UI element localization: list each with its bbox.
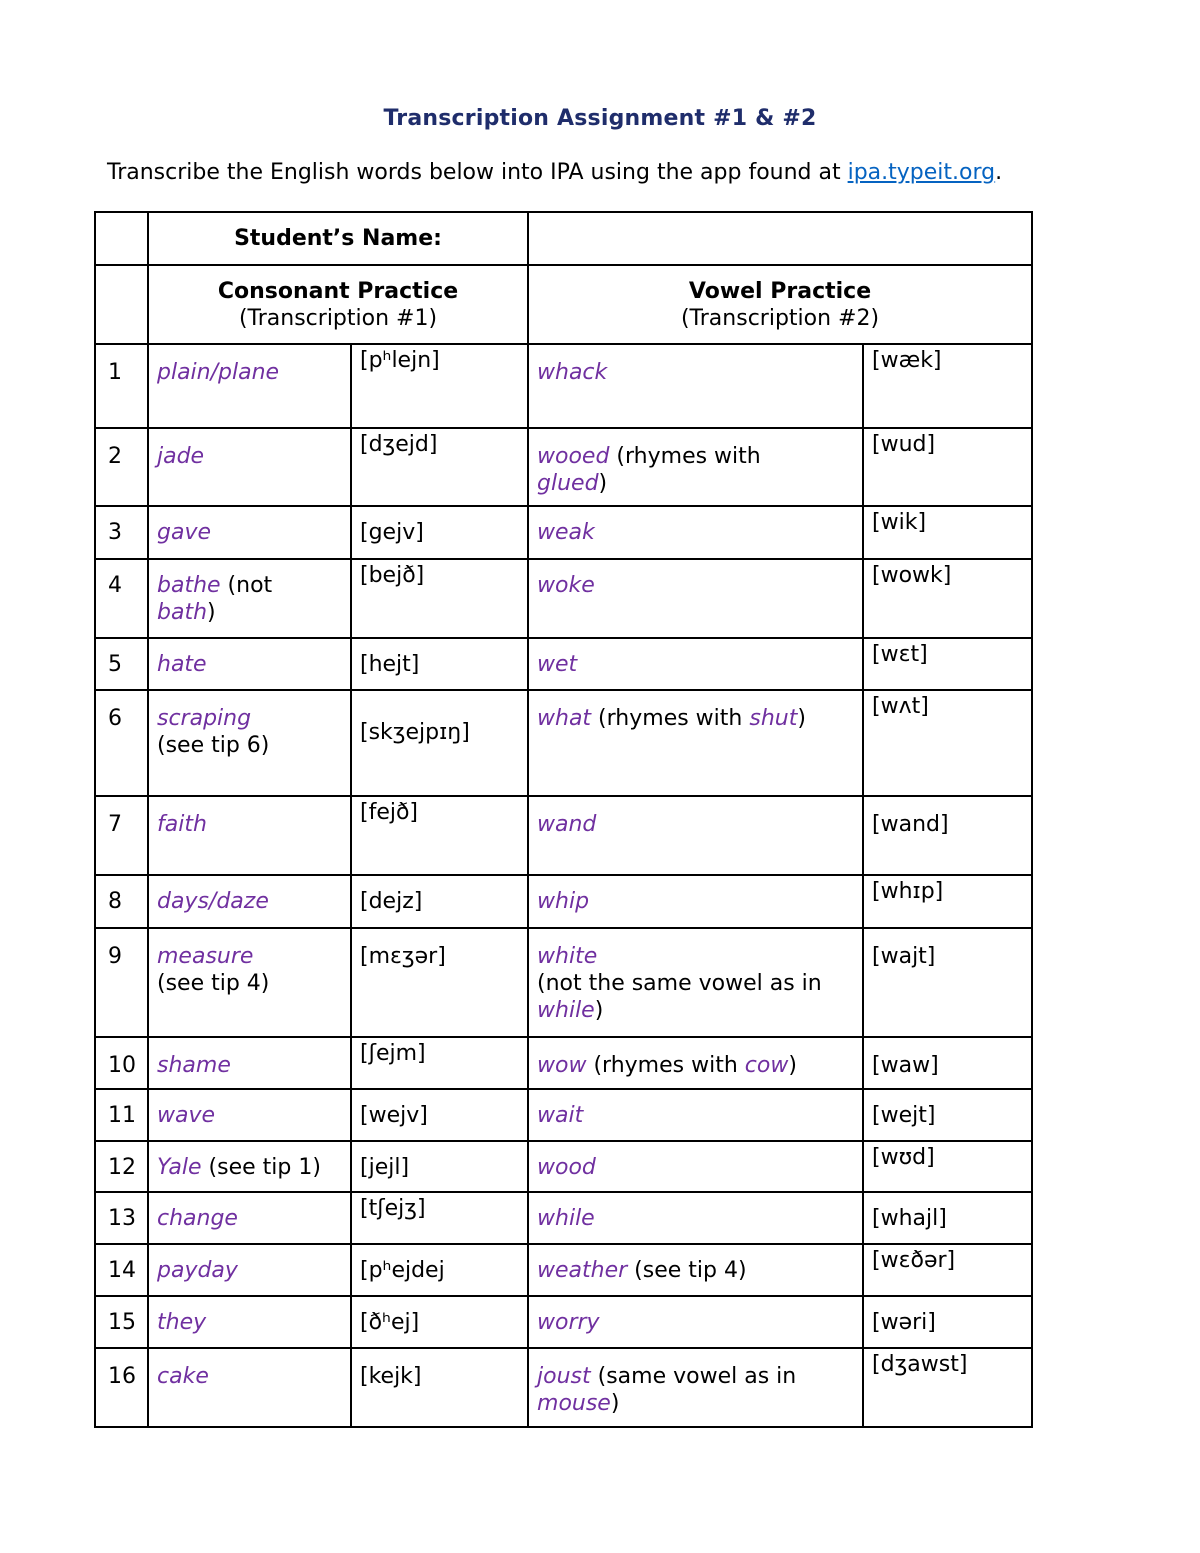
consonant-ipa[interactable]: [dejz] <box>351 875 528 928</box>
table-row <box>95 559 1032 638</box>
vowel-word: wooed <box>537 444 610 469</box>
vowel-word: wow <box>537 1053 587 1078</box>
consonant-ipa[interactable]: [dʒejd] <box>351 428 528 506</box>
row-number: 4 <box>95 559 148 638</box>
vowel-word: weather <box>537 1258 628 1283</box>
consonant-ipa[interactable]: [wejv] <box>351 1089 528 1141</box>
student-name-label-cell <box>148 212 528 265</box>
consonant-word: jade <box>157 444 205 469</box>
consonant-word: Yale <box>157 1155 202 1180</box>
consonant-word: scraping <box>157 706 252 731</box>
row-number: 7 <box>95 796 148 875</box>
vowel-word-cell <box>528 1296 863 1348</box>
vowel-word-cell <box>528 1348 863 1427</box>
row-number: 11 <box>95 1089 148 1141</box>
vowel-word-cell <box>528 344 863 428</box>
consonant-note: (see tip 4) <box>157 971 270 996</box>
row-number: 16 <box>95 1348 148 1427</box>
consonant-word: payday <box>157 1258 238 1283</box>
consonant-word-cell <box>148 428 351 506</box>
vowel-word-cell <box>528 1089 863 1141</box>
vowel-ipa[interactable]: [wəri] <box>863 1296 1032 1348</box>
vowel-ipa[interactable]: [dʒawst] <box>863 1348 1032 1427</box>
consonant-word-cell <box>148 1141 351 1192</box>
vowel-note-end: ) <box>610 1391 620 1416</box>
vowel-ipa[interactable]: [wæk] <box>863 344 1032 428</box>
consonant-word: they <box>157 1310 207 1335</box>
page-title: Transcription Assignment #1 & #2 <box>383 106 817 131</box>
consonant-word: hate <box>157 652 207 677</box>
consonant-word: shame <box>157 1053 231 1078</box>
table-row <box>95 1141 1032 1192</box>
consonant-word-cell <box>148 1089 351 1141</box>
vowel-word: wait <box>537 1103 584 1128</box>
vowel-ipa[interactable]: [wand] <box>863 796 1032 875</box>
table-row <box>95 1037 1032 1089</box>
consonant-title: Consonant Practice <box>217 278 459 304</box>
student-name-field[interactable] <box>528 212 1032 265</box>
consonant-word-cell <box>148 559 351 638</box>
consonant-word-cell <box>148 1348 351 1427</box>
vowel-word-cell <box>528 796 863 875</box>
consonant-word-cell <box>148 1244 351 1296</box>
table-row <box>95 638 1032 690</box>
vowel-word: whip <box>537 889 590 914</box>
consonant-ipa[interactable]: [pʰlejn] <box>351 344 528 428</box>
row-number: 6 <box>95 690 148 796</box>
consonant-word-cell <box>148 928 351 1037</box>
consonant-note: (see tip 1) <box>201 1155 321 1180</box>
vowel-word-cell <box>528 559 863 638</box>
consonant-word: bathe <box>157 573 221 598</box>
vowel-ipa[interactable]: [wɛðər] <box>863 1244 1032 1296</box>
vowel-word-2: mouse <box>537 1391 611 1416</box>
consonant-header <box>148 265 528 344</box>
consonant-word-cell <box>148 1192 351 1244</box>
consonant-ipa[interactable]: [ðʰej] <box>351 1296 528 1348</box>
table-row <box>95 1348 1032 1427</box>
consonant-word: cake <box>157 1364 209 1389</box>
table-row <box>95 344 1032 428</box>
vowel-word-2: cow <box>744 1053 789 1078</box>
vowel-ipa[interactable]: [whajl] <box>863 1192 1032 1244</box>
consonant-note: (see tip 6) <box>157 733 270 758</box>
section-header-row <box>95 265 1032 344</box>
vowel-subtitle: (Transcription #2) <box>680 305 880 331</box>
consonant-word: gave <box>157 520 212 545</box>
vowel-header <box>528 265 1032 344</box>
intro-end: . <box>995 160 1003 185</box>
vowel-word-cell <box>528 1037 863 1089</box>
vowel-ipa[interactable]: [wʌt] <box>863 690 1032 796</box>
vowel-note: (same vowel as in <box>590 1364 797 1389</box>
vowel-ipa[interactable]: [wowk] <box>863 559 1032 638</box>
consonant-ipa[interactable]: [bejð] <box>351 559 528 638</box>
consonant-ipa[interactable]: [tʃejʒ] <box>351 1192 528 1244</box>
vowel-word: white <box>537 944 598 969</box>
vowel-word: what <box>537 706 592 731</box>
vowel-note-end: ) <box>788 1053 797 1078</box>
consonant-word-cell <box>148 1296 351 1348</box>
vowel-ipa[interactable]: [wajt] <box>863 928 1032 1037</box>
corner-cell-2 <box>95 265 148 344</box>
table-row <box>95 1296 1032 1348</box>
vowel-note: (rhymes with <box>586 1053 745 1078</box>
consonant-ipa[interactable]: [jejl] <box>351 1141 528 1192</box>
consonant-ipa[interactable]: [gejv] <box>351 506 528 559</box>
vowel-word: while <box>537 1206 595 1231</box>
consonant-ipa[interactable]: [kejk] <box>351 1348 528 1427</box>
consonant-word: faith <box>157 812 207 837</box>
vowel-word: wand <box>537 812 597 837</box>
vowel-title: Vowel Practice <box>688 278 872 304</box>
consonant-word: days/daze <box>157 889 269 914</box>
intro-paragraph <box>107 160 1002 185</box>
transcription-table <box>94 211 1033 1428</box>
consonant-ipa[interactable]: [skʒejpɪŋ] <box>351 690 528 796</box>
consonant-word-cell <box>148 690 351 796</box>
row-number: 10 <box>95 1037 148 1089</box>
table-row <box>95 1244 1032 1296</box>
vowel-note-end: ) <box>594 998 604 1023</box>
consonant-word: measure <box>157 944 254 969</box>
consonant-ipa[interactable]: [mɛʒər] <box>351 928 528 1037</box>
vowel-ipa[interactable]: [waw] <box>863 1037 1032 1089</box>
ipa-typeit-link[interactable]: ipa.typeit.org <box>847 160 996 185</box>
vowel-ipa[interactable]: [wɛt] <box>863 638 1032 690</box>
table-row <box>95 690 1032 796</box>
table-row <box>95 1192 1032 1244</box>
vowel-word: whack <box>537 360 608 385</box>
consonant-word-cell <box>148 638 351 690</box>
vowel-word-2: glued <box>537 471 599 496</box>
vowel-word-cell <box>528 428 863 506</box>
table-row <box>95 506 1032 559</box>
vowel-ipa[interactable]: [whɪp] <box>863 875 1032 928</box>
vowel-word: joust <box>537 1364 591 1389</box>
vowel-word-cell <box>528 506 863 559</box>
row-number: 9 <box>95 928 148 1037</box>
vowel-note: (see tip 4) <box>627 1258 747 1283</box>
row-number: 15 <box>95 1296 148 1348</box>
vowel-ipa[interactable]: [wud] <box>863 428 1032 506</box>
vowel-word-2: while <box>537 998 595 1023</box>
vowel-note-end: ) <box>797 706 806 731</box>
vowel-word-cell <box>528 638 863 690</box>
corner-cell <box>95 212 148 265</box>
consonant-word: plain/plane <box>157 360 280 385</box>
table-row <box>95 796 1032 875</box>
table-row <box>95 428 1032 506</box>
vowel-word: wood <box>537 1155 596 1180</box>
student-name-label: Student’s Name: <box>234 226 442 251</box>
vowel-word-cell <box>528 928 863 1037</box>
consonant-word: wave <box>157 1103 216 1128</box>
vowel-word-cell <box>528 1244 863 1296</box>
row-number: 14 <box>95 1244 148 1296</box>
consonant-ipa[interactable]: [hejt] <box>351 638 528 690</box>
consonant-note: (not <box>220 573 273 598</box>
vowel-word-cell <box>528 1192 863 1244</box>
row-number: 1 <box>95 344 148 428</box>
consonant-word-2: bath <box>157 600 208 625</box>
vowel-note: (rhymes with <box>609 444 761 469</box>
vowel-word: wet <box>537 652 578 677</box>
vowel-word-cell <box>528 1141 863 1192</box>
row-number: 12 <box>95 1141 148 1192</box>
consonant-ipa[interactable]: [fejð] <box>351 796 528 875</box>
vowel-word-2: shut <box>749 706 798 731</box>
vowel-note-end: ) <box>598 471 608 496</box>
consonant-subtitle: (Transcription #1) <box>238 305 438 331</box>
consonant-ipa[interactable]: [pʰejdej <box>351 1244 528 1296</box>
consonant-ipa[interactable]: [ʃejm] <box>351 1037 528 1089</box>
vowel-word: worry <box>537 1310 600 1335</box>
consonant-word-cell <box>148 506 351 559</box>
student-name-row <box>95 212 1032 265</box>
vowel-ipa[interactable]: [wʊd] <box>863 1141 1032 1192</box>
vowel-note: (not the same vowel as in <box>537 971 822 996</box>
consonant-word-cell <box>148 796 351 875</box>
consonant-word: change <box>157 1206 238 1231</box>
vowel-word: weak <box>537 520 595 545</box>
row-number: 8 <box>95 875 148 928</box>
table-row <box>95 875 1032 928</box>
consonant-word-cell <box>148 344 351 428</box>
vowel-word: woke <box>537 573 595 598</box>
vowel-ipa[interactable]: [wik] <box>863 506 1032 559</box>
table-row <box>95 928 1032 1037</box>
vowel-ipa[interactable]: [wejt] <box>863 1089 1032 1141</box>
vowel-word-cell <box>528 690 863 796</box>
row-number: 13 <box>95 1192 148 1244</box>
consonant-word-cell <box>148 1037 351 1089</box>
vowel-word-cell <box>528 875 863 928</box>
row-number: 3 <box>95 506 148 559</box>
row-number: 2 <box>95 428 148 506</box>
vowel-note: (rhymes with <box>591 706 750 731</box>
row-number: 5 <box>95 638 148 690</box>
intro-text: Transcribe the English words below into IPA using the app found at <box>107 160 848 185</box>
table-row <box>95 1089 1032 1141</box>
consonant-word-cell <box>148 875 351 928</box>
consonant-note-end: ) <box>207 600 216 625</box>
